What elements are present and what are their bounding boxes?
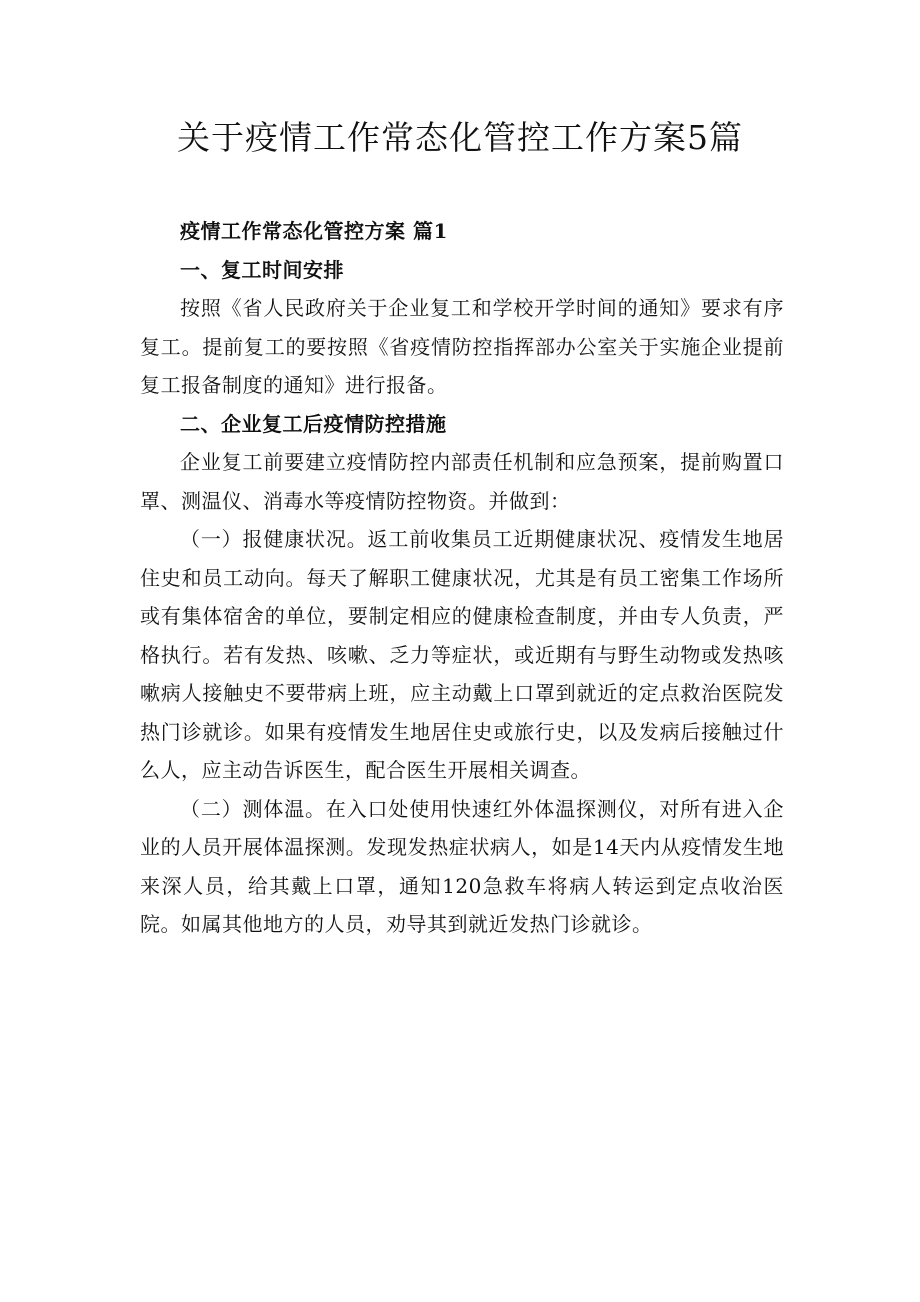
- section-paragraph-1: 按照《省人民政府关于企业复工和学校开学时间的通知》要求有序复工。提前复工的要按照《省疫情防控指挥部办公室关于实施企业提前复工报备制度的通知》进行报备。: [140, 296, 784, 397]
- document-title: 关于疫情工作常态化管控工作方案5篇: [177, 118, 743, 157]
- section-heading-1: 一、复工时间安排: [180, 257, 344, 282]
- section-heading-2: 二、企业复工后疫情防控措施: [180, 411, 447, 436]
- document-body: [140, 212, 784, 944]
- section-paragraph-2: 企业复工前要建立疫情防控内部责任机制和应急预案，提前购置口罩、测温仪、消毒水等疫情防控物资。并做到：: [140, 450, 784, 513]
- list-item-health-status: （一）报健康状况。返工前收集员工近期健康状况、疫情发生地居住史和员工动向。每天了解职工健康状况，尤其是有员工密集工作场所或有集体宿舍的单位，要制定相应的健康检查制度，并由专人负责，严格执行。若有发热、咳嗽、乏力等症状，或近期有与野生动物或发热咳嗽病人接触史不要带病上班，应主动戴上口罩到就近的定点救治医院发热门诊就诊。如果有疫情发生地居住史或旅行史，以及发病后接触过什么人，应主动告诉医生，配合医生开展相关调查。: [140, 527, 784, 782]
- list-item-temperature: （二）测体温。在入口处使用快速红外体温探测仪，对所有进入企业的人员开展体温探测。发现发热症状病人，如是14天内从疫情发生地来深人员，给其戴上口罩，通知120急救车将病人转运到定点收治医院。如属其他地方的人员，劝导其到就近发热门诊就诊。: [140, 796, 784, 936]
- article-subtitle: 疫情工作常态化管控方案 篇1: [180, 219, 448, 243]
